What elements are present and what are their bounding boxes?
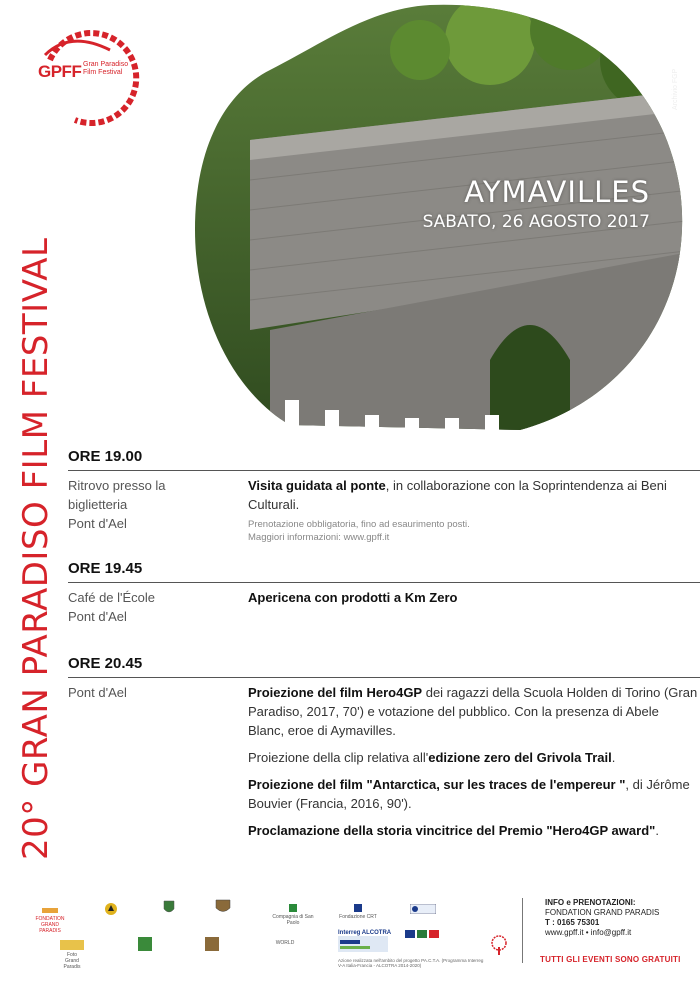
schedule-block-2: [68, 560, 700, 624]
sponsor-logo: [268, 940, 302, 946]
event-paragraph: [248, 683, 698, 740]
logo-abbr: GPFF: [38, 62, 82, 81]
event-note: Prenotazione obbligatoria, fino ad esaurimento posti.: [248, 519, 470, 530]
event-text: .: [655, 823, 659, 838]
coat-of-arms-icon: [163, 900, 175, 916]
sponsor-name: Fondazione CRT: [339, 914, 377, 920]
festival-vertical-title: 20° GRAN PARADISO FILM FESTIVAL: [16, 237, 56, 860]
sponsor-mark-icon: [205, 937, 219, 951]
funding-notice: Azione realizzata nell'ambito del progetto PA.C.T.A. (Programma Interreg V-A Italia-Francia - ALCOTRA 2014-2020): [338, 958, 484, 968]
event-title: Proiezione del film Hero4GP: [248, 685, 423, 700]
schedule-time: ORE 20.45: [68, 655, 143, 672]
interreg-logo: [338, 930, 398, 954]
schedule-block-1: [68, 448, 700, 543]
sponsor-name: Foto Grand Paradis: [63, 952, 81, 970]
sponsor-mark-icon: [410, 904, 436, 914]
tree-icon: [488, 935, 510, 957]
coat-of-arms-icon: [214, 898, 232, 916]
schedule-location: [68, 476, 238, 533]
schedule-location: [68, 683, 238, 702]
schedule-description: [248, 588, 698, 607]
sponsor-logo: [163, 900, 175, 918]
sponsor-mark-icon: [289, 904, 297, 912]
sponsor-logo: [35, 906, 65, 934]
divider: [68, 470, 700, 471]
event-paragraph: [248, 821, 698, 840]
location-line: Café de l'École: [68, 590, 156, 605]
sponsor-mark-icon: [40, 906, 60, 914]
interreg-mark-icon: [338, 936, 388, 952]
free-events-note: TUTTI GLI EVENTI SONO GRATUITI: [540, 955, 681, 964]
sponsor-name: WORLD: [275, 940, 295, 946]
location-line: Pont d'Ael: [68, 516, 127, 531]
sponsor-logo: [214, 898, 232, 918]
sponsor-mark-icon: [104, 902, 118, 916]
festival-logo: [30, 30, 145, 130]
divider: [522, 898, 523, 963]
logo-name-line1: Gran Paradiso: [83, 61, 129, 68]
sponsor-mark-icon: [354, 904, 362, 912]
sponsor-logo: [488, 935, 510, 959]
event-title: edizione zero del Grivola Trail: [428, 750, 612, 765]
event-title: Proiezione del film "Antarctica, sur les traces de l'empereur ": [248, 777, 626, 792]
schedule-description: [248, 476, 698, 544]
event-text: .: [611, 750, 616, 765]
sponsor-logo: [60, 940, 84, 970]
info-title: INFO e PRENOTAZIONI:: [545, 898, 636, 907]
event-title: Proclamazione della storia vincitrice del Premio "Hero4GP award": [248, 823, 656, 838]
institution-logos: [405, 930, 445, 942]
event-text: , in collaborazione con la Soprintendenza ai Beni Culturali.: [248, 478, 667, 512]
sponsor-logo: [138, 937, 152, 955]
info-org: FONDATION GRAND PARADIS: [545, 908, 660, 917]
event-paragraph: [248, 775, 698, 813]
sponsor-name: FONDATION GRAND PARADIS: [35, 916, 65, 934]
location-line: Pont d'Ael: [68, 609, 127, 624]
event-text: , di Jérôme Bouvier (Francia, 2016, 90').: [248, 777, 690, 811]
hero-date: SABATO, 26 AGOSTO 2017: [422, 212, 650, 232]
info-web[interactable]: www.gpff.it • info@gpff.it: [545, 928, 632, 937]
event-paragraph: [248, 748, 698, 767]
sponsor-logo: [205, 937, 219, 953]
info-block: [545, 898, 659, 938]
hero-title: AYMAVILLES: [464, 175, 650, 209]
sponsor-name: Compagnia di San Paolo: [272, 914, 314, 926]
schedule-location: [68, 588, 238, 626]
sponsor-mark-icon: [60, 940, 84, 950]
event-text: Proiezione della clip relativa all': [248, 750, 429, 765]
schedule-block-3: [68, 655, 700, 838]
photo-credit: Archivio FGP: [672, 68, 679, 110]
divider: [68, 677, 700, 678]
sponsor-logo: [338, 904, 378, 920]
sponsor-mark-icon: [138, 937, 152, 953]
event-text: dei ragazzi della Scuola Holden di Torino (Gran Paradiso, 2017, 70') e votazione del pubblico. Con la presenza di Abele Blanc, eroe di Aymavilles.: [248, 685, 698, 738]
event-note: Maggiori informazioni: www.gpff.it: [248, 532, 390, 543]
location-line: biglietteria: [68, 497, 128, 512]
logo-name-line2: Film Festival: [83, 69, 123, 76]
flags-icon: [405, 930, 445, 940]
divider: [68, 582, 700, 583]
location-line: Pont d'Ael: [68, 685, 127, 700]
sponsor-logo: [268, 904, 318, 926]
schedule-time: ORE 19.45: [68, 560, 143, 577]
event-title: Visita guidata al ponte: [248, 478, 386, 493]
info-phone: T : 0165 75301: [545, 918, 600, 927]
sponsor-name: Interreg ALCOTRA: [338, 930, 392, 936]
sponsor-logo: [104, 902, 118, 918]
event-title: Apericena con prodotti a Km Zero: [248, 590, 458, 605]
schedule-time: ORE 19.00: [68, 448, 143, 465]
schedule-description: [248, 683, 698, 848]
logo-name: [83, 61, 128, 77]
location-line: Ritrovo presso la: [68, 478, 166, 493]
sponsor-logo: [410, 904, 436, 916]
